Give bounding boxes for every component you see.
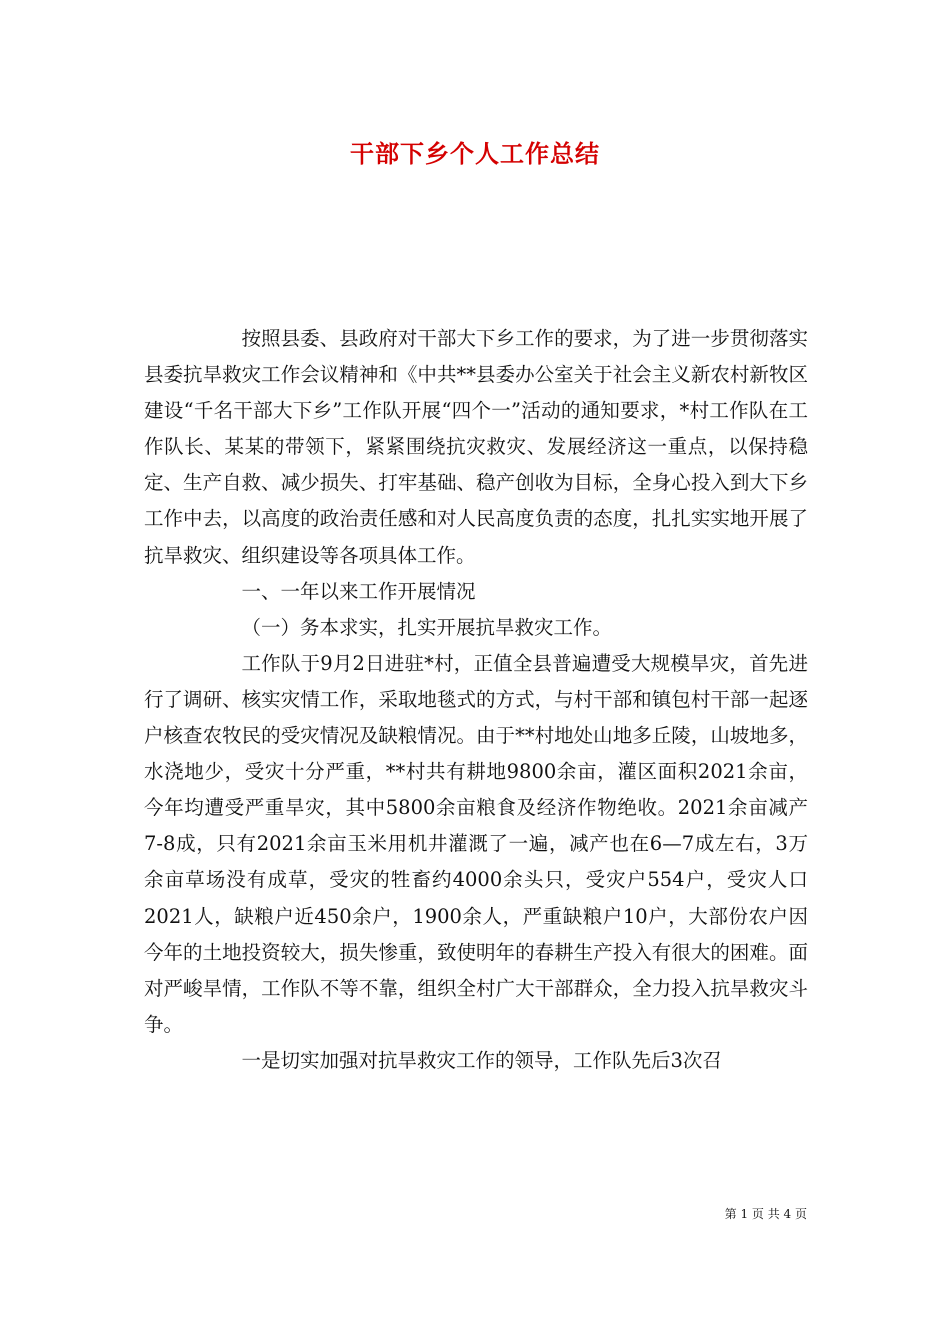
paragraph-intro: 按照县委、县政府对干部大下乡工作的要求，为了进一步贯彻落实县委抗旱救灾工作会议精神和《中共**县委办公室关于社会主义新农村新牧区建设“千名干部大下乡”工作队开展“四个一”活动的通知要求，*村工作队在工作队长、某某的带领下，紧紧围绕抗灾救灾、发展经济这一重点，以保持稳定、生产自救、减少损失、打牢基础、稳产创收为目标，全身心投入到大下乡工作中去，以高度的政治责任感和对人民高度负责的态度，扎扎实实地开展了抗旱救灾、组织建设等各项具体工作。 — [144, 327, 808, 567]
paragraph-leadership: 一是切实加强对抗旱救灾工作的领导，工作队先后3次召 — [241, 1048, 722, 1072]
paragraph-drought-situation: 工作队于9月2日进驻*村，正值全县普遍遭受大规模旱灾，首先进行了调研、核实灾情工作，采取地毯式的方式，与村干部和镇包村干部一起逐户核查农牧民的受灾情况及缺粮情况。由于**村地处山地多丘陵，山坡地多，水浇地少，受灾十分严重，**村共有耕地9800余亩，灌区面积2021余亩，今年均遭受严重旱灾，其中5800余亩粮食及经济作物绝收。2021余亩减产7-8成，只有2021余亩玉米用机井灌溉了一遍，减产也在6—7成左右，3万余亩草场没有成草，受灾的牲畜约4000余头只，受灾户554户，受灾人口2021人，缺粮户近450余户，1900余人，严重缺粮户10户，大部份农户因今年的土地投资较大，损失惨重，致使明年的春耕生产投入有很大的困难。面对严峻旱情，工作队不等不靠，组织全村广大干部群众，全力投入抗旱救灾斗争。 — [144, 651, 808, 1036]
section-heading-1: 一、一年以来工作开展情况 — [241, 579, 476, 603]
page-number-footer: 第 1 页 共 4 页 — [724, 1207, 807, 1221]
subsection-heading-1: （一）务本求实，扎实开展抗旱救灾工作。 — [241, 615, 613, 639]
document-title: 干部下乡个人工作总结 — [350, 139, 600, 168]
document-body — [144, 321, 808, 1079]
